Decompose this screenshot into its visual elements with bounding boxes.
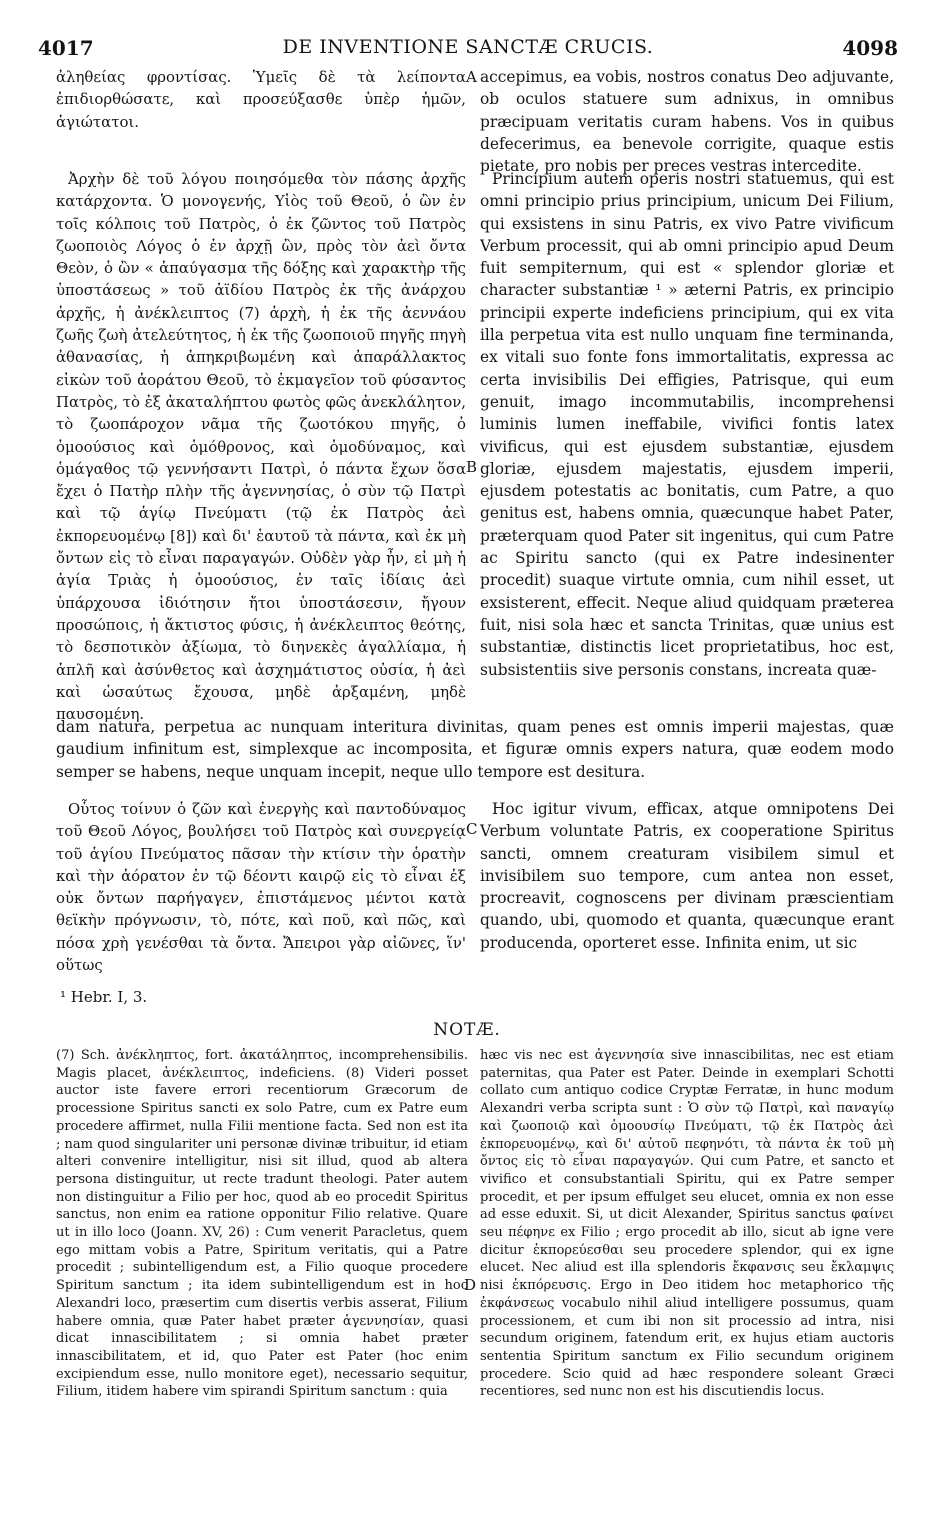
greek-text-block-1: ἀληθείας φροντίσας. Ὑμεῖς δὲ τὰ λείποντα ἐπιδιορθώσατε, καὶ προσεύξασθε ὑπὲρ ἡμῶν, ἁγιώτατοι.: [56, 68, 466, 131]
latin-text-block-2-continued: dam natura, perpetua ac nunquam interitura divinitas, quam penes est omnis imperii majestas, quæ gaudium infinitum est, simplexque ac incomposita, et figuræ omnis expers natura, quæ eodem modo semper se habens, neque unquam incepit, neque ullo tempore est desitura.: [56, 718, 894, 781]
column-number-left: 4017: [38, 36, 94, 60]
greek-text-block-2: Ἀρχὴν δὲ τοῦ λόγου ποιησόμεθα τὸν πάσης ἀρχῆς κατάρχοντα. Ὁ μονογενής, Υἱὸς τοῦ Θεοῦ, ὁ ὢν ἐν τοῖς κόλποις τοῦ Πατρὸς, ὁ ἐκ ζῶντος τοῦ Πατρὸς ζωοποιὸς Λόγος ὁ ἐν ἀρχῇ ὢν, πρὸς τὸν ἀεὶ ὄντα Θεὸν, ὁ ὢν « ἀπαύγασμα τῆς δόξης καὶ χαρακτὴρ τῆς ὑποστάσεως » τοῦ ἀϊδίου Πατρὸς ἐκ τῆς ἀνάρχου ἀρχῆς, ἡ ἀνέκλειπτος (7) ἀρχὴ, ἡ ἐκ τῆς ἀεννάου ζωῆς ζωὴ ἀτελεύτητος, ἡ ἐκ τῆς ζωοποιοῦ πηγῆς πηγὴ ἀθανασίας, ἡ ἀπηκριβωμένη καὶ ἀπαράλλακτος εἰκὼν τοῦ ἀοράτου Θεοῦ, τὸ ἐκμαγεῖον τοῦ φύσαντος Πατρὸς, τὸ ἐξ ἀκαταλήπτου φωτὸς φῶς ἀνεκλάλητον, τὸ ζωοπάροχον νᾶμα τῆς ζωοτόκου πηγῆς, ὁ ὁμοούσιος καὶ ὁμόθρονος, καὶ ὁμοδύναμος, καὶ ὁμάγαθος τῷ γεννήσαντι Πατρὶ, ὁ πάντα ἔχων ὅσα ἔχει ὁ Πατὴρ πλὴν τῆς ἀγεννησίας, ὁ σὺν τῷ Πατρὶ καὶ τῷ ἁγίῳ Πνεύματι (τῷ ἐκ Πατρὸς ἀεὶ ἐκπορευομένῳ [8]) καὶ δι' ἑαυτοῦ τὰ πάντα, καὶ ἐκ μὴ ὄντων εἰς τὸ εἶναι παραγαγών. Οὐδὲν γὰρ ἦν, εἰ μὴ ἡ ἁγία Τριὰς ἡ ὁμοούσιος, ἐν ταῖς ἰδίαις ἀεὶ ὑπάρχουσα ἰδιότησιν ἤτοι ὑποστάσεσιν, ἤγουν προσώποις, ἡ ἄκτιστος φύσις, ἡ ἀνέκλειπτος θεότης, τὸ δεσποτικὸν ἀξίωμα, τὸ διηνεκὲς ἀγαλλίαμα, ἡ ἁπλῆ καὶ ἀσύνθετος καὶ ἀσχημάτιστος οὐσία, ἡ ἀεὶ καὶ ὡσαύτως ἔχουσα, μηδὲ ἀρξαμένη, μηδὲ παυσομένη.: [56, 170, 466, 724]
latin-text-block-3: Hoc igitur vivum, efficax, atque omnipotens Dei Verbum voluntate Patris, ex cooperatione Spiritus sancti, omnem creaturam visibilem simul et invisibilem suo tempore, cum antea non esset, procreavit, cognoscens per divinam præscientiam quando, ubi, quomodo et quanta, quæcunque erant producenda, oporteret esse. Infinita enim, ut sic: [480, 800, 894, 952]
margin-marker-d: D: [464, 1276, 477, 1294]
latin-text-block-1: accepimus, ea vobis, nostros conatus Deo adjuvante, ob oculos statuere sum adnixus, in omnibus præcipuam veritatis curam habens. Vos in quibus defecerimus, ea benevole corrigite, quaque estis pietate, pro nobis per preces vestras intercedite.: [480, 68, 894, 176]
margin-marker-c: C: [466, 820, 478, 838]
notes-right-column: hæc vis nec est ἀγεννησία sive innascibilitas, nec est etiam paternitas, qua Pater est Pater. Deinde in exemplari Schotti collato cum antiquo codice Cryptæ Ferratæ, in hunc modum Alexandri verba scripta sunt : Ὁ σὺν τῷ Πατρὶ, καὶ παναγίῳ καὶ ζωοποιῷ καὶ ὁμοουσίῳ Πνεύματι, τῷ ἐκ Πατρὸς ἀεὶ ἐκπορευομένῳ, καὶ δι' αὐτοῦ πεφηνότι, τὰ πάντα ἐκ τοῦ μὴ ὄντος εἰς τὸ εἶναι παραγαγών. Qui cum Patre, et sancto et vivifico et consubstantiali Spiritu, qui ex Patre semper procedit, et per ipsum effulget seu elucet, omnia ex non esse ad esse eduxit. Si, ut dicit Alexander, Spiritus sanctus φαίνει seu πέφηνε ex Filio ; ergo procedit ab illo, sicut ab igne vere dicitur ἐκπορεύεσθαι seu procedere splendor, qui ex igne elucet. Nec aliud est illa splendoris ἔκφανσις seu ἔκλαμψις nisi ἐκπόρευσις. Ergo in Deo itidem hoc metaphorico τῆς ἐκφάνσεως vocabulo nihil aliud intelligere possumus, quam processionem, et cum ibi non sit processio ad intra, nisi secundum originem, fatendum erit, ex hujus etiam auctoris sententia Spiritum sanctum ex Filio secundum originem procedere. Scio quid ad hæc respondere soleant Græci recentiores, sed nunc non est his discutiendis locus.: [480, 1048, 894, 1400]
notes-heading: NOTÆ.: [433, 1020, 501, 1040]
column-number-right: 4098: [842, 36, 898, 60]
notes-left-column: (7) Sch. ἀνέκληπτος, fort. ἀκατάληπτος, incomprehensibilis. Magis placet, ἀνέκλειπτος, indeficiens. (8) Videri posset auctor iste favere errori recentiorum Græcorum de processione Spiritus sancti ex solo Patre, cum ex Patre eum procedere affirmet, nulla Filii mentione facta. Sed non est ita ; nam quod singulariter uni personæ divinæ tribuitur, id etiam alteri convenire intelligitur, nisi sit illud, quod ab altera persona distinguitur, ut recte tradunt theologi. Pater autem non distinguitur a Filio per hoc, quod ab eo procedit Spiritus sanctus, non enim ea ratione opponitur Filio relative. Quare ut in illo loco (Joann. XV, 26) : Cum venerit Paracletus, quem ego mittam vobis a Patre, Spiritum veritatis, qui a Patre procedit ; subintelligendum est, a Filio quoque procedere Spiritum sanctum ; ita idem subintelligendum est in hoc Alexandri loco, præsertim cum disertis verbis asserat, Filium habere omnia, quæ Pater habet præter ἀγεννησίαν, quasi dicat innascibilitatem ; si omnia habet præter innascibilitatem, et id, quo Pater est Pater (hoc enim excipiendum esse, nullo monitore eget), necessario sequitur, Filium, itidem habere vim spirandi Spiritum sanctum : quia: [56, 1048, 468, 1400]
margin-marker-a: A: [466, 68, 477, 86]
running-head: [38, 36, 898, 60]
greek-text-block-3: Οὗτος τοίνυν ὁ ζῶν καὶ ἐνεργὴς καὶ παντοδύναμος τοῦ Θεοῦ Λόγος, βουλήσει τοῦ Πατρὸς καὶ συνεργείᾳ τοῦ ἁγίου Πνεύματος πᾶσαν τὴν κτίσιν τὴν ὁρατὴν καὶ τὴν ἀόρατον ἐν τῷ δέοντι καιρῷ εἰς τὸ εἶναι ἐξ οὐκ ὄντων παρήγαγεν, ἐπιστάμενος μέντοι κατὰ θεϊκὴν πρόγνωσιν, τὸ, πότε, καὶ ποῦ, καὶ πῶς, καὶ πόσα χρὴ γενέσθαι τὰ ὄντα. Ἄπειροι γὰρ αἰῶνες, ἵν' οὕτως: [56, 800, 466, 975]
latin-text-block-2: Principium autem operis nostri statuemus, qui est omni principio prius principium, unicum Dei Filium, qui exsistens in sinu Patris, ex vivo Patre vivificum Verbum processit, qui ab omni principio apud Deum fuit sempiternum, qui est « splendor gloriæ et character substantiæ ¹ » æterni Patris, ex principio principii experte indeficiens principium, qui ex vita illa perpetua vita est nullo unquam fine terminanda, ex vitali suo fonte fons immortalitatis, expressa ac certa invisibilis Dei effigies, Patrisque, qui eum genuit, imago incommutabilis, incomprehensi luminis lumen ineffabile, vivifici fontis latex vivificus, qui est ejusdem substantiæ, ejusdem gloriæ, ejusdem majestatis, ejusdem imperii, ejusdem potestatis ac bonitatis, cum Patre, a quo genitus est, habens omnia, quæcunque habet Pater, præterquam quod Pater sit ingenitus, qui cum Patre ac Spiritu sancto (qui ex Patre indesinenter procedit) suaque virtute omnia, cum nihil esset, ut exsisterent, effecit. Neque aliud quidquam præterea fuit, nisi sola hæc et sancta Trinitas, quæ unius est substantiæ, distinctis licet proprietatibus, hoc est, subsistentiis sive personis constans, increata quæ-: [480, 170, 894, 679]
margin-marker-b: B: [466, 458, 478, 476]
footnote: ¹ Hebr. I, 3.: [60, 988, 148, 1006]
page-title: DE INVENTIONE SANCTÆ CRUCIS.: [282, 36, 654, 58]
